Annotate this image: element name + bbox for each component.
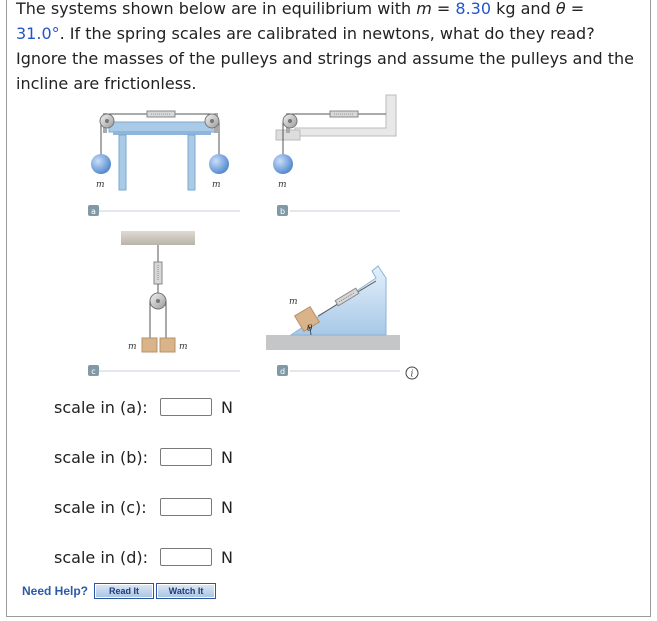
answer-row-a <box>54 395 233 419</box>
panel-b-diagram <box>273 95 400 216</box>
answer-label-b: scale in (b): <box>54 447 149 467</box>
info-icon[interactable] <box>406 367 418 380</box>
help-bar <box>22 582 216 600</box>
table-apron <box>113 131 211 135</box>
panel-a-diagram <box>88 111 240 216</box>
mass-label: m <box>289 297 298 307</box>
panel-c-label: c <box>91 367 96 376</box>
scale-c-input[interactable] <box>160 498 212 516</box>
table-top <box>109 122 215 132</box>
variable-m: m <box>416 0 432 18</box>
mass-label: m <box>179 342 188 352</box>
block-mass-left <box>142 338 157 352</box>
ceiling <box>121 231 195 245</box>
ball-mass-left <box>91 154 111 174</box>
problem-text-3: . If the spring scales are calibrated in newtons, what do they read? Ignore the masses of the pulleys and strings and assume the pulleys and the incline are frictionless. <box>16 24 634 93</box>
need-help-label: Need Help? <box>22 584 89 598</box>
ball-mass-right <box>209 154 229 174</box>
panel-c-diagram <box>88 231 240 376</box>
answer-label-c: scale in (c): <box>54 497 147 517</box>
answer-row-b <box>54 445 233 469</box>
problem-text-2: kg and <box>491 0 556 18</box>
scale-d-input[interactable] <box>160 548 212 566</box>
answer-row-d <box>54 545 233 569</box>
scale-b-input[interactable] <box>160 448 212 466</box>
mass-label: m <box>96 180 105 190</box>
panel-d-label: d <box>279 367 286 376</box>
read-it-button[interactable]: Read It <box>94 583 154 599</box>
ball-mass <box>273 154 293 174</box>
panel-a-label: a <box>91 207 96 216</box>
variable-theta: θ <box>555 0 566 18</box>
unit-b: N <box>221 447 233 467</box>
mass-value: 8.30 <box>455 0 492 18</box>
answer-label-d: scale in (d): <box>54 547 149 567</box>
floor <box>266 335 400 350</box>
mass-label: m <box>278 180 287 190</box>
panel-b-label: b <box>279 207 286 216</box>
svg-text:i: i <box>410 369 414 380</box>
panel-d-diagram <box>266 266 400 376</box>
unit-c: N <box>221 497 233 517</box>
mass-label: m <box>128 342 137 352</box>
mass-label: m <box>212 180 221 190</box>
problem-text-1: The systems shown below are in equilibrium with <box>16 0 417 18</box>
block-mass-right <box>160 338 175 352</box>
equals-1: = <box>431 0 456 18</box>
theta-label: θ <box>307 324 313 334</box>
answer-row-c <box>54 495 233 519</box>
equals-2: = <box>565 0 585 18</box>
theta-value: 31.0° <box>16 24 60 43</box>
watch-it-button[interactable]: Watch It <box>156 583 216 599</box>
answer-label-a: scale in (a): <box>54 397 148 417</box>
unit-d: N <box>221 547 233 567</box>
table-leg-right <box>188 135 195 190</box>
table-leg-left <box>119 135 126 190</box>
scale-a-input[interactable] <box>160 398 212 416</box>
unit-a: N <box>221 397 233 417</box>
